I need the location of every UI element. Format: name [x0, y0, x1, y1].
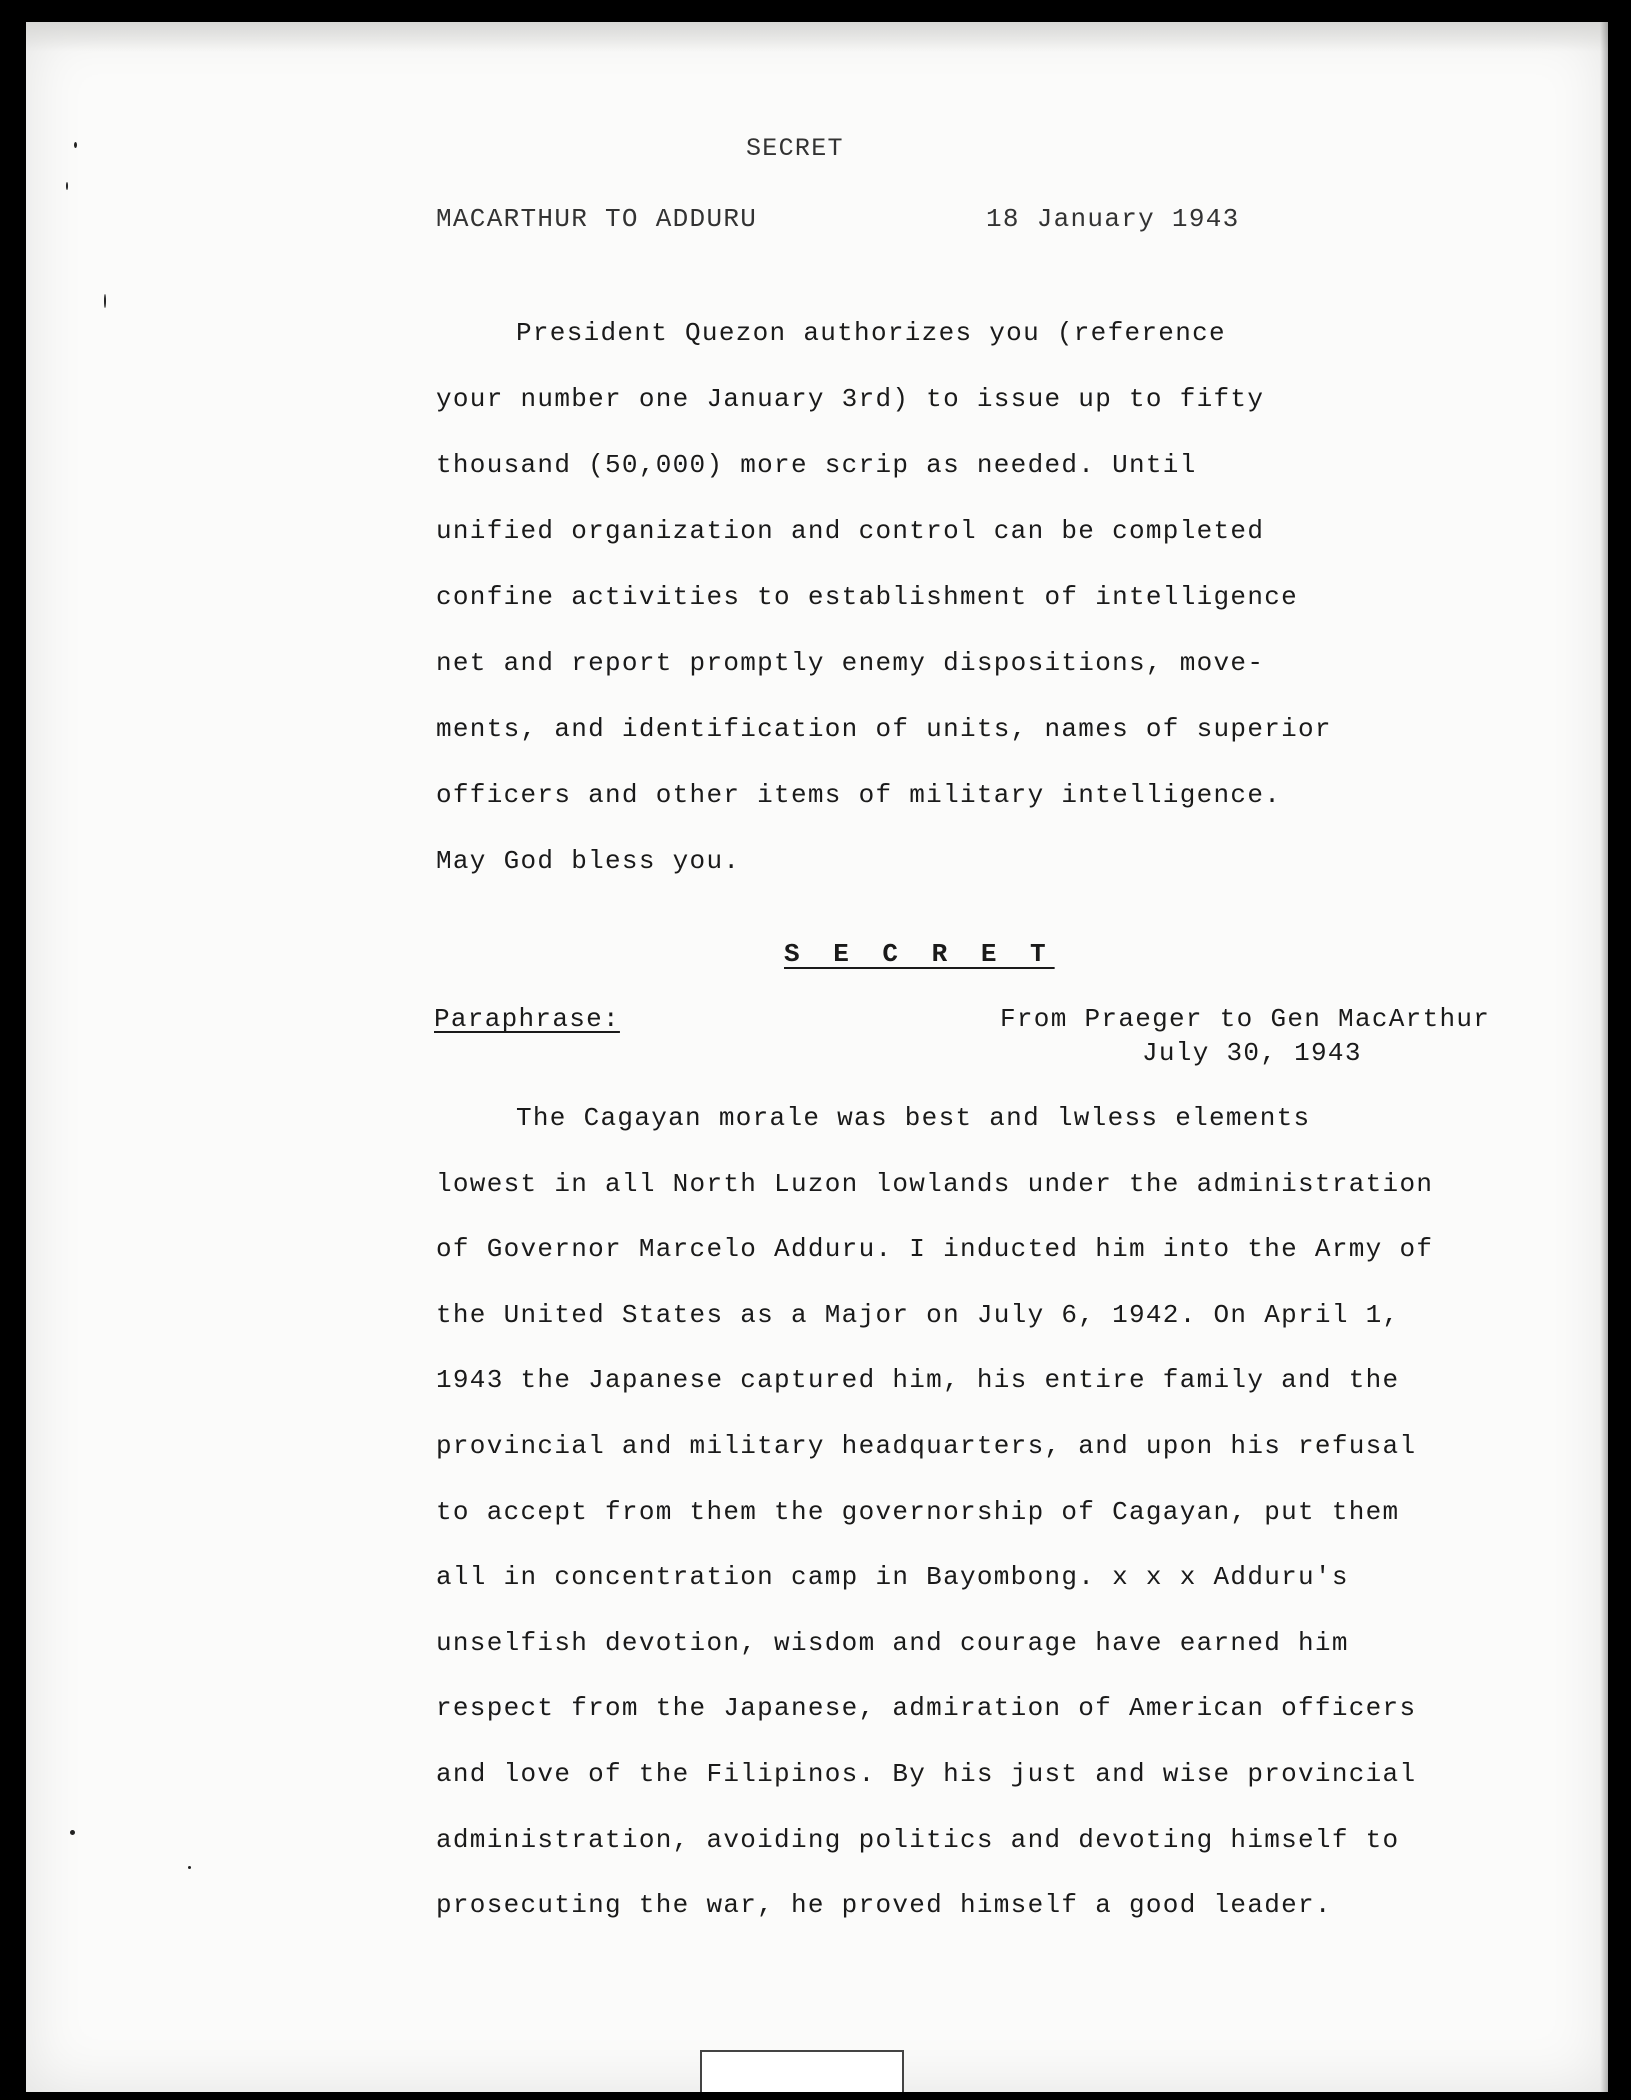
message-two-line: The Cagayan morale was best and lwless elements [516, 1103, 1311, 1133]
message-one-body [436, 318, 1336, 912]
paraphrase-date: July 30, 1943 [1142, 1038, 1362, 1068]
scan-speck [66, 182, 68, 190]
message-two-line: and love of the Filipinos. By his just and wise provincial [436, 1758, 1417, 1789]
message-two-line: the United States as a Major on July 6, 1942. On April 1, [436, 1299, 1400, 1330]
message-one-line: thousand (50,000) more scrip as needed. Until [436, 450, 1197, 480]
scan-speck [70, 1830, 75, 1835]
message-two-line: unselfish devotion, wisdom and courage have earned him [436, 1627, 1349, 1658]
paraphrase-label: Paraphrase: [434, 1004, 620, 1034]
message-two-line: to accept from them the governorship of Cagayan, put them [436, 1496, 1400, 1527]
scan-speck [188, 1866, 191, 1869]
message-two-line: respect from the Japanese, admiration of American officers [436, 1693, 1417, 1724]
message-one-line: confine activities to establishment of intelligence [436, 582, 1299, 612]
message-one-line: net and report promptly enemy dispositions, move- [436, 648, 1265, 678]
scan-speck [74, 142, 77, 148]
document-page [26, 22, 1608, 2092]
message-one-line: ments, and identification of units, names of superior [436, 714, 1332, 744]
message-two-line: 1943 the Japanese captured him, his entire family and the [436, 1365, 1400, 1396]
secret-mark-underlined: S E C R E T [784, 939, 1055, 969]
message-two-line: prosecuting the war, he proved himself a good leader. [436, 1890, 1332, 1921]
message-two-line: of Governor Marcelo Adduru. I inducted him into the Army of [436, 1234, 1434, 1265]
message-two-line: administration, avoiding politics and devoting himself to [436, 1824, 1400, 1855]
page-edge-shadow [1600, 22, 1608, 2092]
paraphrase-from-line: From Praeger to Gen MacArthur [1000, 1004, 1491, 1034]
message-one-line: your number one January 3rd) to issue up to fifty [436, 384, 1265, 414]
scan-speck [104, 294, 106, 308]
message-one-line: May God bless you. [436, 846, 741, 876]
message-header-addressee: MACARTHUR TO ADDURU [436, 204, 758, 234]
message-one-line: officers and other items of military intelligence. [436, 780, 1282, 810]
message-two-line: lowest in all North Luzon lowlands under the administration [436, 1168, 1434, 1199]
message-two-line: provincial and military headquarters, and upon his refusal [436, 1430, 1417, 1461]
archive-label-tab [700, 2050, 904, 2092]
message-header-date: 18 January 1943 [986, 204, 1240, 234]
message-two-body [436, 1103, 1436, 1956]
page-heading-secret: SECRET [746, 134, 844, 163]
message-one-line: President Quezon authorizes you (reference [516, 318, 1226, 348]
message-one-line: unified organization and control can be completed [436, 516, 1265, 546]
message-two-line: all in concentration camp in Bayombong. x x x Adduru's [436, 1562, 1349, 1593]
